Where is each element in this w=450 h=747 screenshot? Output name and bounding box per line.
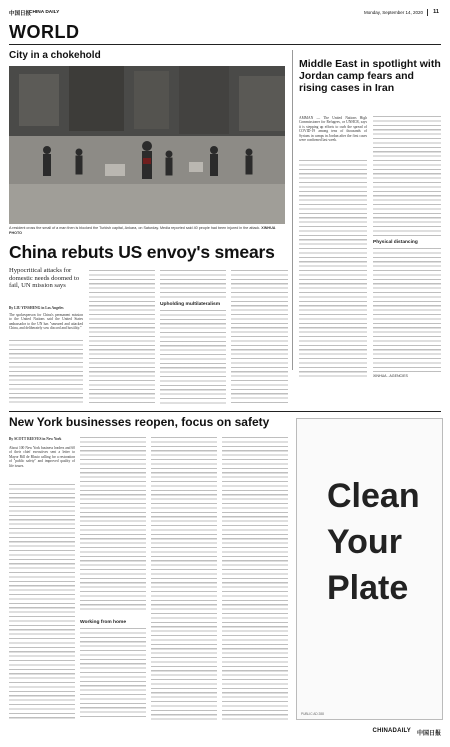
main-byline: By LIU YINSHENG in Los Angeles — [9, 306, 64, 310]
main-column-3-text — [160, 270, 226, 298]
street-scene-image — [9, 66, 285, 224]
sidebar-subhead: Physical distancing — [373, 240, 418, 245]
brand-name: CHINA DAILY — [29, 9, 60, 15]
ad-tag: PUBLIC AD 288 — [301, 712, 324, 716]
main-column-4-text — [231, 270, 288, 406]
section-title: WORLD — [9, 22, 80, 42]
ny-column-2-text-lower — [80, 628, 146, 720]
main-deck: Hypocritical attacks for domestic needs doomed to fail, UN mission says — [9, 267, 80, 290]
top-story-headline: City in a chokehold — [9, 50, 101, 61]
main-headline: China rebuts US envoy's smears — [9, 242, 275, 262]
photo-credit: XINHUA PHOTO — [9, 226, 276, 235]
sidebar-byline: XINHUA - AGENCIES — [373, 374, 408, 378]
main-column-2-text — [89, 270, 155, 406]
section-rule — [9, 44, 441, 45]
sidebar-column-1-text — [299, 160, 367, 380]
main-subhead: Upholding multilateralism — [160, 302, 221, 307]
main-column-3-text-lower — [160, 310, 226, 406]
sidebar-lead: AMMAN — The United Nations High Commissioner for Refugees, or UNHCR, says it is stepping up efforts to curb the spread of COVID-19 among tens of thousands of Syrians in camps in Jordan after the first cases were confirmed last week. — [299, 116, 367, 143]
footer-logo: 中国日报 — [416, 731, 441, 737]
masthead — [9, 6, 441, 20]
footer — [9, 726, 441, 740]
lower-section-rule — [9, 411, 441, 412]
clean-your-plate-ad — [296, 418, 443, 720]
sidebar-divider — [292, 50, 293, 370]
ny-subhead: Working from home — [80, 620, 127, 625]
sidebar-column-2-text-lower — [373, 248, 441, 372]
ny-lead: About 100 New York business leaders and 60 of their chief executives sent a letter to Mayor Bill de Blasio calling for a restoration of "public safety" and improved quality of life issues. — [9, 446, 75, 468]
main-column-1-text — [9, 340, 83, 406]
sidebar-column-2-text — [373, 116, 441, 236]
ny-column-1-text — [9, 484, 75, 720]
ny-headline: New York businesses reopen, focus on safety — [9, 415, 270, 429]
caption-text: A resident cross the small of a man then is blocked the Turkish capital, Ankara, on Saturday. Media reported said 40 people had been injured in the attack. — [9, 226, 261, 230]
top-story-photo — [9, 66, 285, 224]
ad-line-clean: Clean — [327, 477, 420, 515]
top-story-caption — [9, 226, 287, 235]
main-lead: The spokesperson for China's permanent mission to the United Nations said the United States ambassador to the UN has "smeared and attacked China, and deliberately sow discord and hostility." — [9, 313, 83, 331]
ny-column-3-text — [151, 437, 217, 720]
china-daily-logo: 中国日报 — [9, 11, 32, 17]
date-line: Monday, September 14, 2020 — [364, 9, 423, 15]
ad-line-your: Your — [327, 523, 402, 561]
ad-line-plate: Plate — [327, 569, 409, 607]
ny-column-4-text — [222, 437, 288, 720]
ny-column-2-text — [80, 437, 146, 613]
page-number: 11 — [433, 9, 439, 15]
ny-byline: By SCOTT REEVES in New York — [9, 437, 62, 441]
sidebar-headline: Middle East in spotlight with Jordan camp fears and rising cases in Iran — [299, 58, 441, 94]
page-divider — [427, 9, 428, 16]
footer-brand: CHINADAILY — [372, 728, 411, 734]
